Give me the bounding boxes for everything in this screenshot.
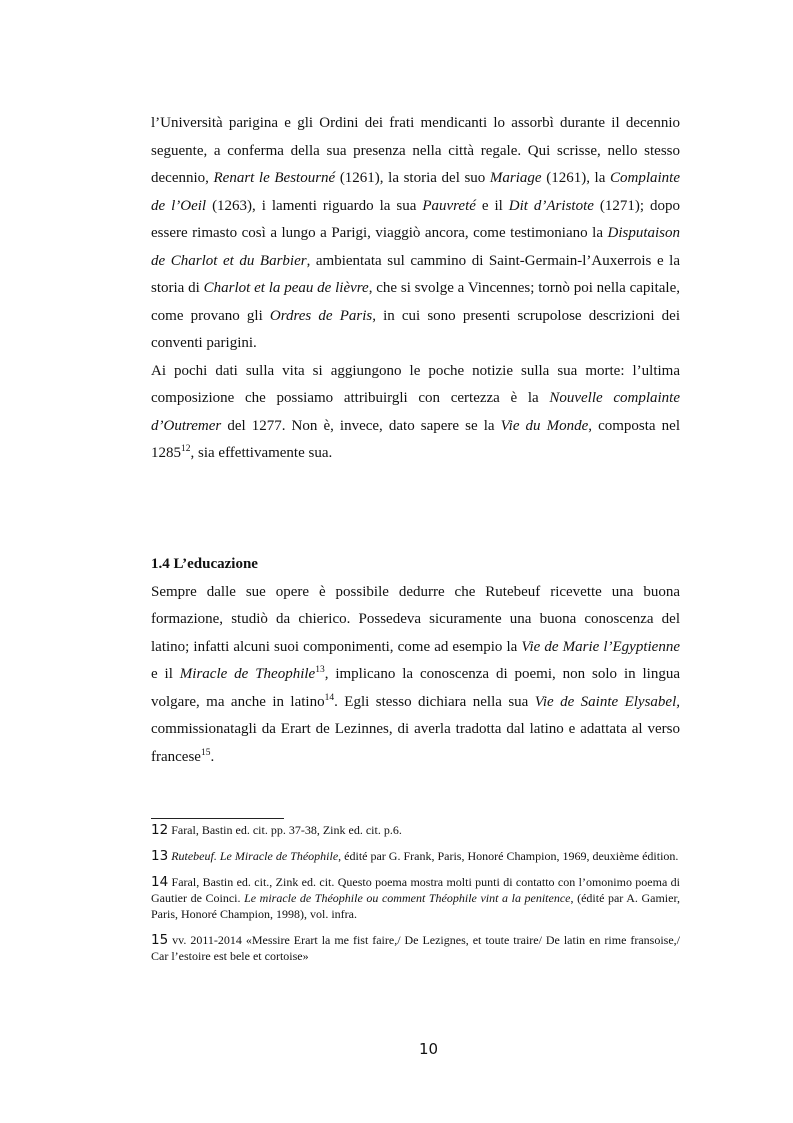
text-run: del 1277. Non è, invece, dato sapere se la [221,417,501,434]
footnote-text: , édité par G. Frank, Paris, Honoré Champion, 1969, deuxième édition. [338,849,679,863]
work-title: Mariage [489,170,542,186]
footnote-text: Faral, Bastin ed. cit., Zink ed. cit. Questo poema mostra molti punti di contatto con l’omonimo poema di Gautier de Coinci. [151,875,680,905]
text-run: l’Università parigina e gli Ordini dei frati mendicanti lo assorbì durante il decennio seguente, a conferma della sua presenza nella città regale. Qui scrisse, nello stesso decennio, [151,115,680,186]
work-title: Vie de Sainte Elysabel, [534,693,680,710]
footnote-ref-14[interactable]: 14 [324,692,335,703]
paragraph-biography [151,110,680,358]
text-run: , sia effettivamente sua. [190,445,333,461]
text-run: . Egli stesso dichiara nella sua [334,693,535,710]
footnote-text: Faral, Bastin ed. cit. pp. 37-38, Zink ed. cit. p.6. [168,823,402,837]
text-run: , in cui sono presenti scrupolose descrizioni dei conventi parigini. [151,307,680,351]
text-run: (1261), la [541,170,610,186]
work-title: Dit d’Aristote [508,197,594,214]
text-run: e il [475,197,509,214]
footnote-number: 13 [151,848,169,864]
work-title: Miracle de Theophile [179,666,316,682]
footnote-ref-13[interactable]: 13 [315,665,325,675]
paragraph-death [151,358,680,468]
section-education [151,551,680,771]
footnote-separator [151,818,284,819]
footnote-text: vv. 2011-2014 «Messire Erart la me fist faire,/ De Lezignes, et toute traire/ De latin en rime fransoise,/ Car l’estoire est bele et cortoise» [151,933,680,963]
page-number: 10 [418,1040,439,1058]
footnote-13 [151,848,680,864]
text-run: (1263), i lamenti riguardo la sua [206,197,423,214]
footnote-number: 12 [151,822,169,838]
work-title: Charlot et la peau de lièvre [203,280,369,296]
text-run: . [210,748,215,765]
footnotes [151,822,680,974]
work-title: Le miracle de Théophile ou comment Théophile vint a la penitence [244,891,571,905]
footnote-12 [151,822,680,838]
footnote-15 [151,932,680,964]
text-run: Ai pochi dati sulla vita si aggiungono le poche notizie sulla sua morte: l’ultima composizione che possiamo attribuirgli con certezza è la [151,362,680,406]
text-run: e il [151,666,180,682]
text-run: , che si svolge a Vincennes; tornò poi nella capitale, come provano gli [151,280,680,324]
footnote-ref-12[interactable]: 12 [181,444,191,454]
footnote-number: 15 [151,932,169,948]
text-run: commissionatagli da Erart de Lezinnes, di averla tradotta dal latino e adattata al verso francese [151,721,680,765]
text-run: , ambientata sul cammino di Saint-Germain-l’Auxerrois e la storia di [151,252,680,296]
work-title: Ordres de Paris [269,307,373,324]
work-title: Vie de Marie l’Egyptienne [521,638,680,655]
text-run: , composta nel 1285 [151,417,680,461]
section-heading: 1.4 L’educazione [151,556,258,572]
paragraph-education [151,579,680,772]
footnote-text: , (édité par A. Gamier, Paris, Honoré Champion, 1998), vol. infra. [151,891,680,921]
work-title: Vie du Monde [500,417,589,434]
text-run: , implicano la conoscenza di poemi, non solo in lingua volgare, ma anche in latino [151,666,680,710]
footnote-ref-15[interactable]: 15 [200,747,211,758]
work-title: Pauvreté [422,197,476,214]
work-title: Nouvelle complainte d’Outremer [151,390,680,434]
work-title: Disputaison de Charlot et du Barbier [151,225,680,269]
work-title: Renart le Bestourné [213,170,336,186]
text-run: (1271); dopo essere rimasto così a lungo a Parigi, viaggiò ancora, come testimoniano la [151,197,680,241]
work-title: Complainte de l’Oeil [151,170,680,214]
main-text-block [151,110,680,468]
work-title: Rutebeuf. Le Miracle de Théophile [168,849,339,863]
text-run: (1261), la storia del suo [335,170,490,186]
text-run: Sempre dalle sue opere è possibile dedurre che Rutebeuf ricevette una buona formazione, studiò da chierico. Possedeva sicuramente una buona conoscenza del latino; infatti alcuni suoi componimenti, come ad esempio la [151,583,680,655]
footnote-number: 14 [151,874,169,890]
footnote-14 [151,874,680,922]
